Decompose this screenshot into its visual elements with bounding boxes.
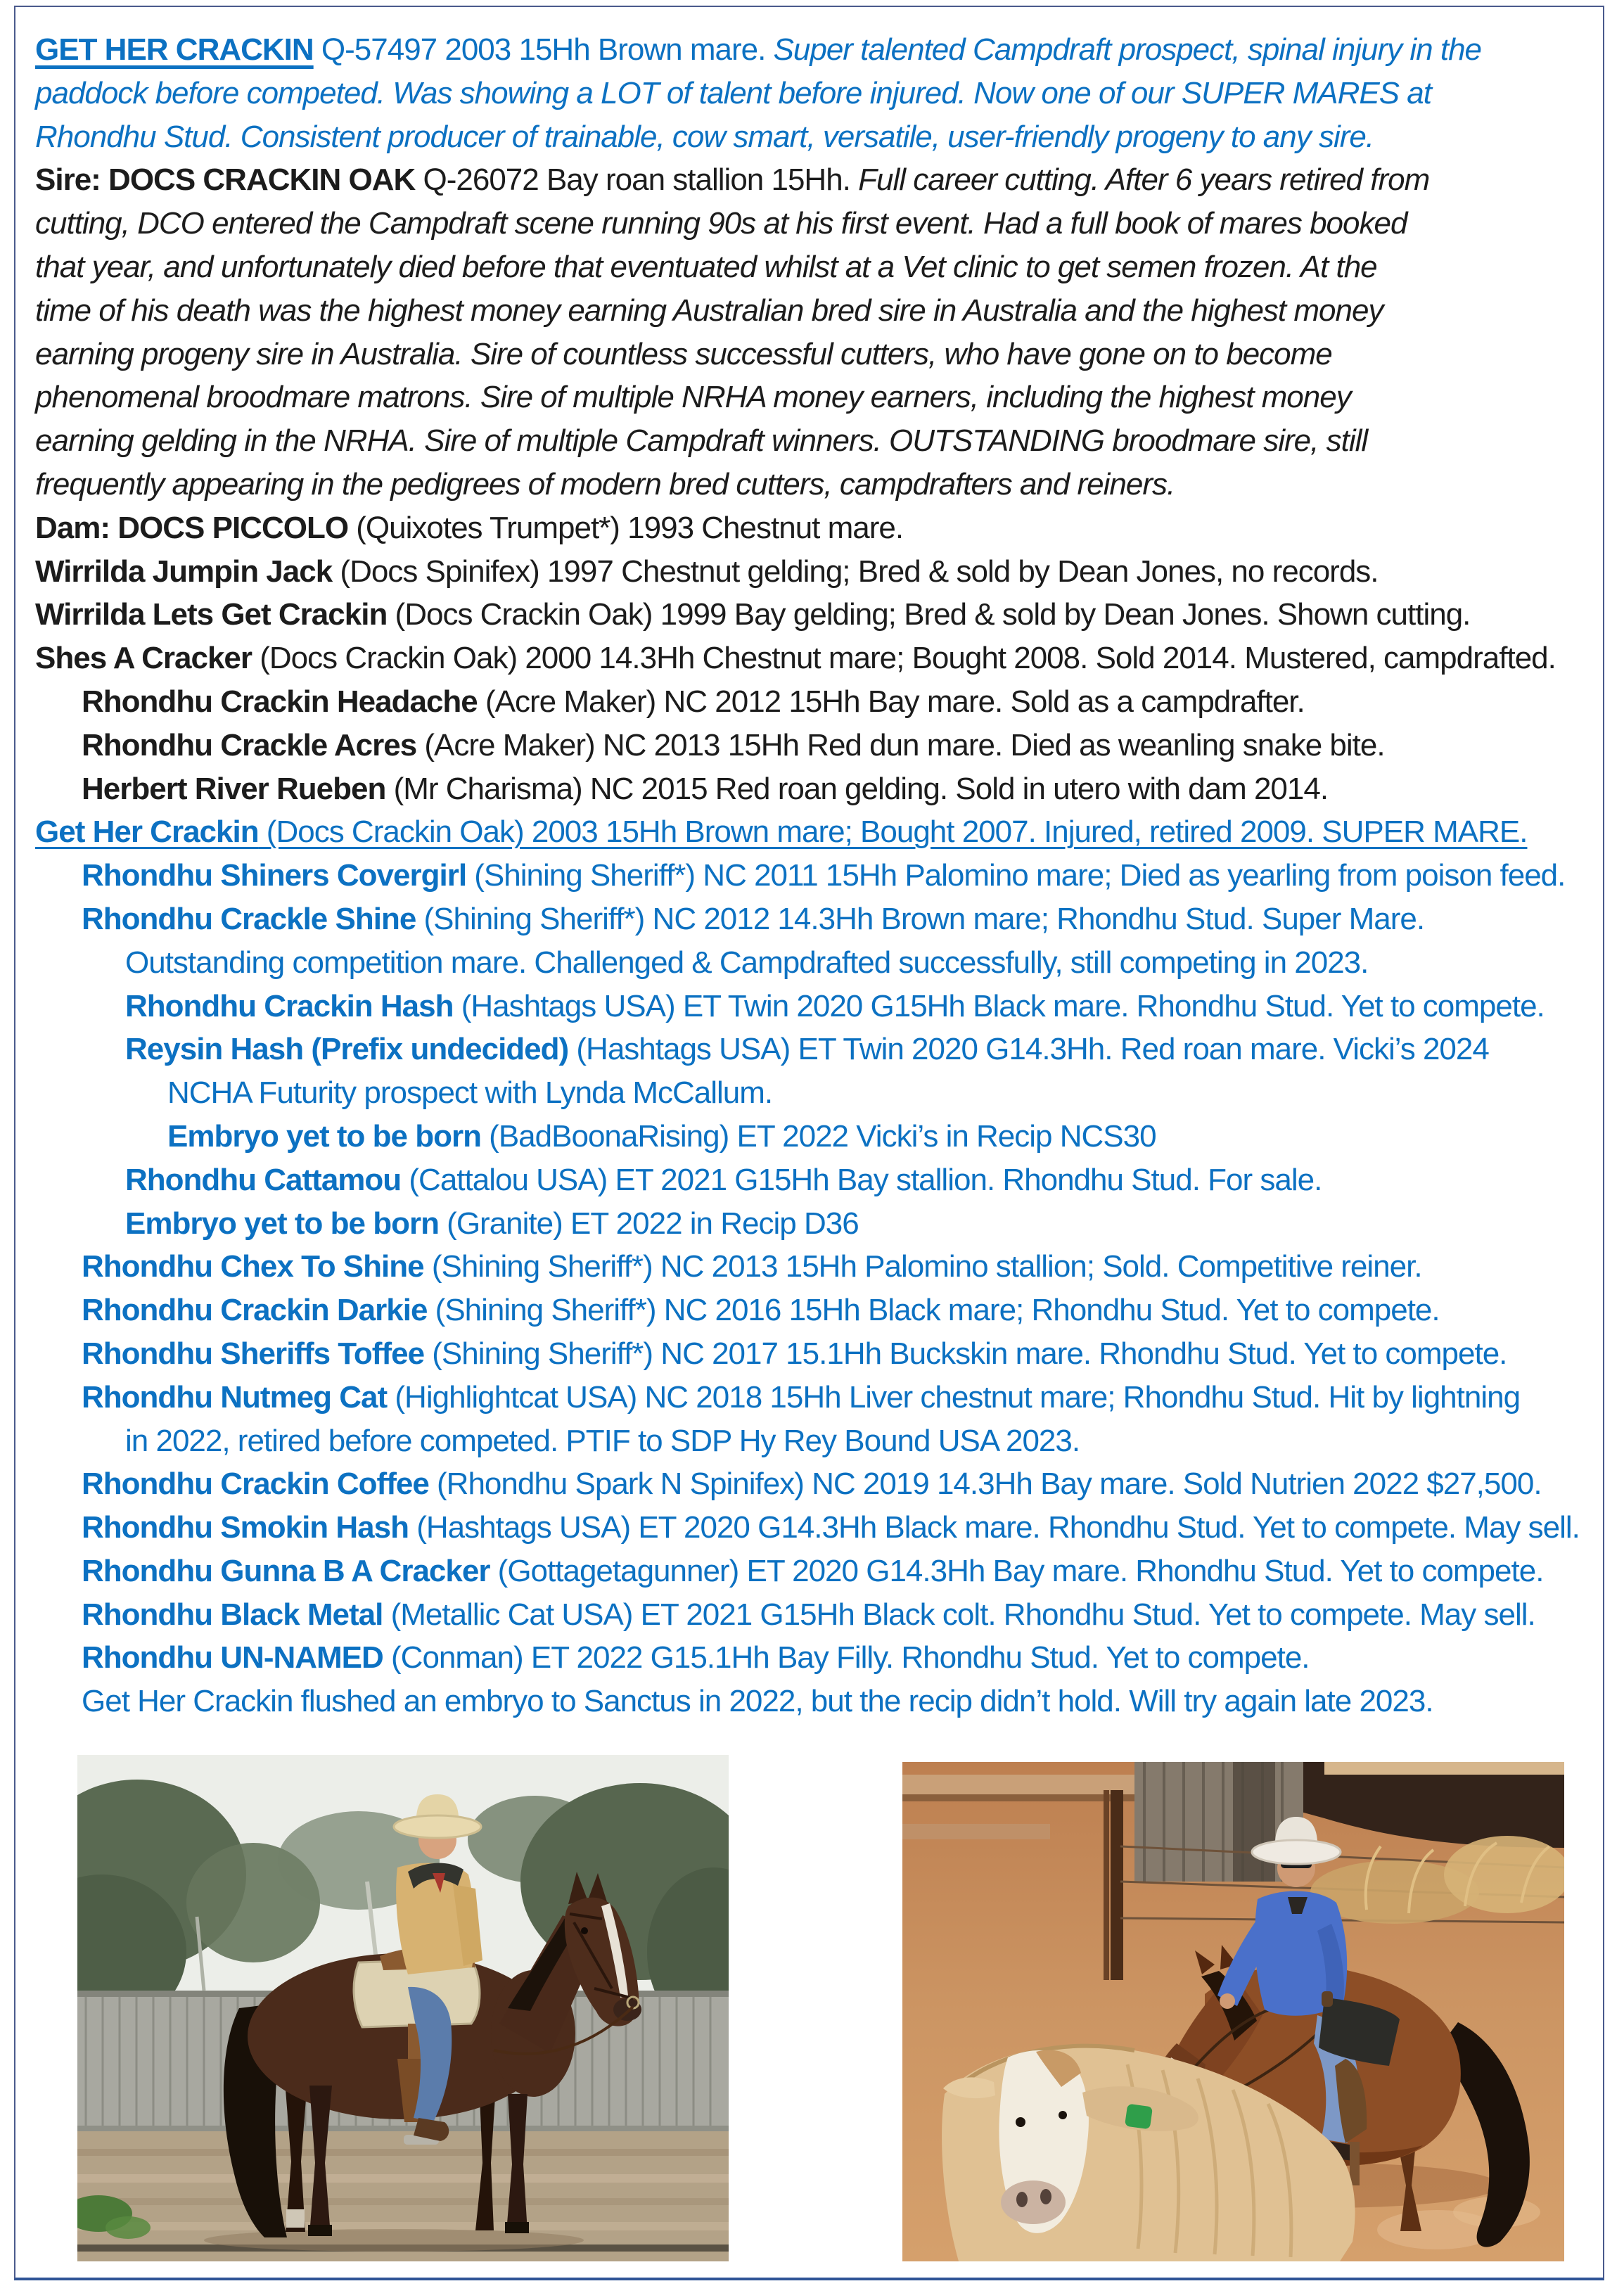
doc-line-34-segment: Rhondhu Crackin Coffee [82, 1467, 429, 1502]
doc-line-26 [35, 1115, 1605, 1158]
doc-line-8 [35, 333, 1605, 376]
doc-line-35-segment: Rhondhu Smokin Hash [82, 1510, 409, 1545]
doc-line-12-segment: (Quixotes Trumpet*) 1993 Chestnut mare. [348, 510, 904, 545]
doc-line-1-segment: GET HER CRACKIN [35, 32, 314, 67]
doc-line-28 [35, 1202, 1605, 1246]
doc-line-22 [35, 941, 1605, 985]
steer-muzzle [1001, 2180, 1066, 2224]
doc-line-34 [35, 1462, 1605, 1506]
doc-line-21 [35, 898, 1605, 941]
doc-line-9-segment: phenomenal broodmare matrons. Sire of multiple NRHA money earners, including the highest money [35, 380, 1351, 415]
doc-line-26-segment: Embryo yet to be born [167, 1118, 481, 1154]
doc-line-16-segment: Rhondhu Crackin Headache [82, 684, 478, 719]
doc-line-32-segment: (Highlightcat USA) NC 2018 15Hh Liver chestnut mare; Rhondhu Stud. Hit by lightning [387, 1379, 1521, 1415]
doc-line-7 [35, 289, 1605, 333]
doc-line-14-segment: (Docs Crackin Oak) 1999 Bay gelding; Bred & sold by Dean Jones. Shown cutting. [387, 597, 1471, 632]
doc-line-4-segment: Q-26072 Bay roan stallion 15Hh. [415, 162, 859, 198]
doc-line-5-segment: cutting, DCO entered the Campdraft scene running 90s at his first event. Had a full book of mares booked [35, 206, 1407, 241]
doc-line-2 [35, 72, 1605, 115]
doc-line-20 [35, 854, 1605, 898]
doc-line-3-segment: Rhondhu Stud. Consistent producer of trainable, cow smart, versatile, user-friendly progeny to any sire. [35, 119, 1374, 154]
doc-line-28-segment: (Granite) ET 2022 in Recip D36 [438, 1206, 859, 1241]
doc-line-38-segment: (Conman) ET 2022 G15.1Hh Bay Filly. Rhondhu Stud. Yet to compete. [383, 1640, 1310, 1675]
doc-line-29-segment: Rhondhu Chex To Shine [82, 1249, 424, 1284]
doc-line-14-segment: Wirrilda Lets Get Crackin [35, 597, 388, 632]
doc-line-20-segment: (Shining Sheriff*) NC 2011 15Hh Palomino mare; Died as yearling from poison feed. [466, 858, 1566, 893]
doc-line-30 [35, 1289, 1605, 1332]
doc-line-22-segment: Outstanding competition mare. Challenged & Campdrafted successfully, still competing in 2023. [125, 945, 1369, 980]
doc-line-7-segment: time of his death was the highest money earning Australian bred sire in Australia and the highest money [35, 293, 1383, 328]
doc-line-21-segment: (Shining Sheriff*) NC 2012 14.3Hh Brown mare; Rhondhu Stud. Super Mare. [416, 901, 1425, 936]
doc-line-28-segment: Embryo yet to be born [125, 1206, 439, 1241]
doc-line-37-segment: Rhondhu Black Metal [82, 1597, 383, 1632]
doc-line-2-segment: paddock before competed. Was showing a LOT of talent before injured. Now one of our SUPER MARES at [35, 75, 1431, 110]
doc-line-35-segment: (Hashtags USA) ET 2020 G14.3Hh Black mare. Rhondhu Stud. Yet to compete. May sell. [409, 1510, 1580, 1545]
photo-horse-standing-art [77, 1755, 729, 2261]
doc-line-5 [35, 202, 1605, 245]
doc-line-18 [35, 767, 1605, 811]
doc-line-6-segment: that year, and unfortunately died before that eventuated whilst at a Vet clinic to get semen frozen. At the [35, 249, 1377, 284]
doc-line-10-segment: earning gelding in the NRHA. Sire of multiple Campdraft winners. OUTSTANDING broodmare sire, still [35, 423, 1368, 459]
green-ear-tag [1125, 2104, 1153, 2130]
doc-line-17-segment: (Acre Maker) NC 2013 15Hh Red dun mare. Died as weanling snake bite. [416, 727, 1385, 762]
doc-line-27 [35, 1158, 1605, 1202]
doc-line-39-segment: Get Her Crackin flushed an embryo to Sanctus in 2022, but the recip didn’t hold. Will try again late 2023. [82, 1684, 1433, 1719]
doc-line-36 [35, 1550, 1605, 1593]
doc-line-30-segment: (Shining Sheriff*) NC 2016 15Hh Black mare; Rhondhu Stud. Yet to compete. [427, 1293, 1440, 1328]
saddle-horn [1322, 1991, 1333, 2007]
doc-line-13-segment: (Docs Spinifex) 1997 Chestnut gelding; Bred & sold by Dean Jones, no records. [332, 554, 1379, 589]
doc-line-37-segment: (Metallic Cat USA) ET 2021 G15Hh Black colt. Rhondhu Stud. Yet to compete. May sell. [383, 1597, 1535, 1632]
doc-line-15-segment: (Docs Crackin Oak) 2000 14.3Hh Chestnut mare; Bought 2008. Sold 2014. Mustered, campdrafted. [252, 641, 1556, 676]
doc-line-16 [35, 680, 1605, 724]
doc-line-12-segment: Dam: DOCS PICCOLO [35, 510, 349, 545]
doc-line-23 [35, 985, 1605, 1028]
doc-line-19-segment: (Docs Crackin Oak) 2003 15Hh Brown mare; Bought 2007. Injured, retired 2009. SUPER MARE. [258, 815, 1528, 850]
doc-line-17 [35, 724, 1605, 767]
doc-line-6 [35, 245, 1605, 289]
doc-line-23-segment: Rhondhu Crackin Hash [125, 988, 454, 1023]
doc-line-25-segment: NCHA Futurity prospect with Lynda McCallum. [167, 1075, 773, 1111]
doc-line-34-segment: (Rhondhu Spark N Spinifex) NC 2019 14.3Hh Bay mare. Sold Nutrien 2022 $27,500. [428, 1467, 1542, 1502]
fence-post [1111, 1790, 1123, 1980]
doc-line-9 [35, 376, 1605, 419]
doc-line-27-segment: Rhondhu Cattamou [125, 1162, 402, 1197]
doc-line-14 [35, 593, 1605, 637]
doc-line-12 [35, 506, 1605, 550]
doc-line-29 [35, 1245, 1605, 1289]
doc-line-38 [35, 1636, 1605, 1680]
doc-line-10 [35, 419, 1605, 463]
doc-line-38-segment: Rhondhu UN-NAMED [82, 1640, 383, 1675]
doc-line-16-segment: (Acre Maker) NC 2012 15Hh Bay mare. Sold as a campdrafter. [477, 684, 1305, 719]
doc-line-4-segment: Sire: DOCS CRACKIN OAK [35, 162, 416, 198]
doc-line-20-segment: Rhondhu Shiners Covergirl [82, 858, 467, 893]
photo-horse-standing [77, 1755, 729, 2261]
doc-line-1-segment: Q-57497 2003 15Hh Brown mare. [313, 32, 774, 67]
doc-line-29-segment: (Shining Sheriff*) NC 2013 15Hh Palomino stallion; Sold. Competitive reiner. [423, 1249, 1422, 1284]
sandy-ground [77, 2131, 729, 2261]
document-text [35, 28, 1605, 1723]
doc-line-18-segment: (Mr Charisma) NC 2015 Red roan gelding. Sold in utero with dam 2014. [385, 771, 1329, 806]
doc-line-23-segment: (Hashtags USA) ET Twin 2020 G15Hh Black mare. Rhondhu Stud. Yet to compete. [453, 988, 1545, 1023]
doc-line-31 [35, 1332, 1605, 1376]
cowboy-hat-brim [394, 1815, 481, 1838]
doc-line-35 [35, 1506, 1605, 1550]
doc-line-24-segment: Reysin Hash (Prefix undecided) [125, 1032, 569, 1067]
doc-line-30-segment: Rhondhu Crackin Darkie [82, 1293, 428, 1328]
doc-line-25 [35, 1071, 1605, 1115]
doc-line-19 [35, 810, 1605, 854]
doc-line-31-segment: (Shining Sheriff*) NC 2017 15.1Hh Buckskin mare. Rhondhu Stud. Yet to compete. [424, 1336, 1507, 1371]
doc-line-32-segment: Rhondhu Nutmeg Cat [82, 1379, 388, 1415]
doc-line-17-segment: Rhondhu Crackle Acres [82, 727, 417, 762]
doc-line-13 [35, 550, 1605, 594]
doc-line-3 [35, 115, 1605, 159]
doc-line-8-segment: earning progeny sire in Australia. Sire of countless successful cutters, who have gone on to become [35, 336, 1332, 371]
doc-line-37 [35, 1593, 1605, 1637]
doc-line-4 [35, 158, 1605, 202]
doc-line-32 [35, 1376, 1605, 1419]
doc-line-1-segment: Super talented Campdraft prospect, spinal injury in the [773, 32, 1482, 67]
doc-line-4-segment: Full career cutting. After 6 years retired from [858, 162, 1430, 198]
photo-campdraft-action [902, 1762, 1564, 2261]
doc-line-31-segment: Rhondhu Sheriffs Toffee [82, 1336, 425, 1371]
doc-line-13-segment: Wirrilda Jumpin Jack [35, 554, 333, 589]
doc-line-11 [35, 463, 1605, 506]
doc-line-39 [35, 1680, 1605, 1723]
doc-line-33 [35, 1419, 1605, 1463]
doc-line-24-segment: (Hashtags USA) ET Twin 2020 G14.3Hh. Red roan mare. Vicki’s 2024 [568, 1032, 1489, 1067]
doc-line-1 [35, 28, 1605, 72]
doc-line-36-segment: Rhondhu Gunna B A Cracker [82, 1553, 490, 1588]
doc-line-33-segment: in 2022, retired before competed. PTIF to SDP Hy Rey Bound USA 2023. [125, 1423, 1080, 1458]
photo-campdraft-art [902, 1762, 1564, 2261]
steer-eye [1016, 2117, 1025, 2127]
doc-line-36-segment: (Gottagetagunner) ET 2020 G14.3Hh Bay mare. Rhondhu Stud. Yet to compete. [490, 1553, 1544, 1588]
doc-line-27-segment: (Cattalou USA) ET 2021 G15Hh Bay stallion. Rhondhu Stud. For sale. [401, 1162, 1322, 1197]
doc-line-19-segment: Get Her Crackin [35, 815, 259, 850]
doc-line-15-segment: Shes A Cracker [35, 641, 252, 676]
doc-line-24 [35, 1028, 1605, 1071]
doc-line-26-segment: (BadBoonaRising) ET 2022 Vicki’s in Recip NCS30 [480, 1118, 1156, 1154]
doc-line-21-segment: Rhondhu Crackle Shine [82, 901, 416, 936]
doc-line-15 [35, 637, 1605, 680]
doc-line-11-segment: frequently appearing in the pedigrees of modern bred cutters, campdrafters and reiners. [35, 466, 1175, 502]
cowboy-hat-brim [1252, 1840, 1341, 1864]
doc-line-18-segment: Herbert River Rueben [82, 771, 386, 806]
